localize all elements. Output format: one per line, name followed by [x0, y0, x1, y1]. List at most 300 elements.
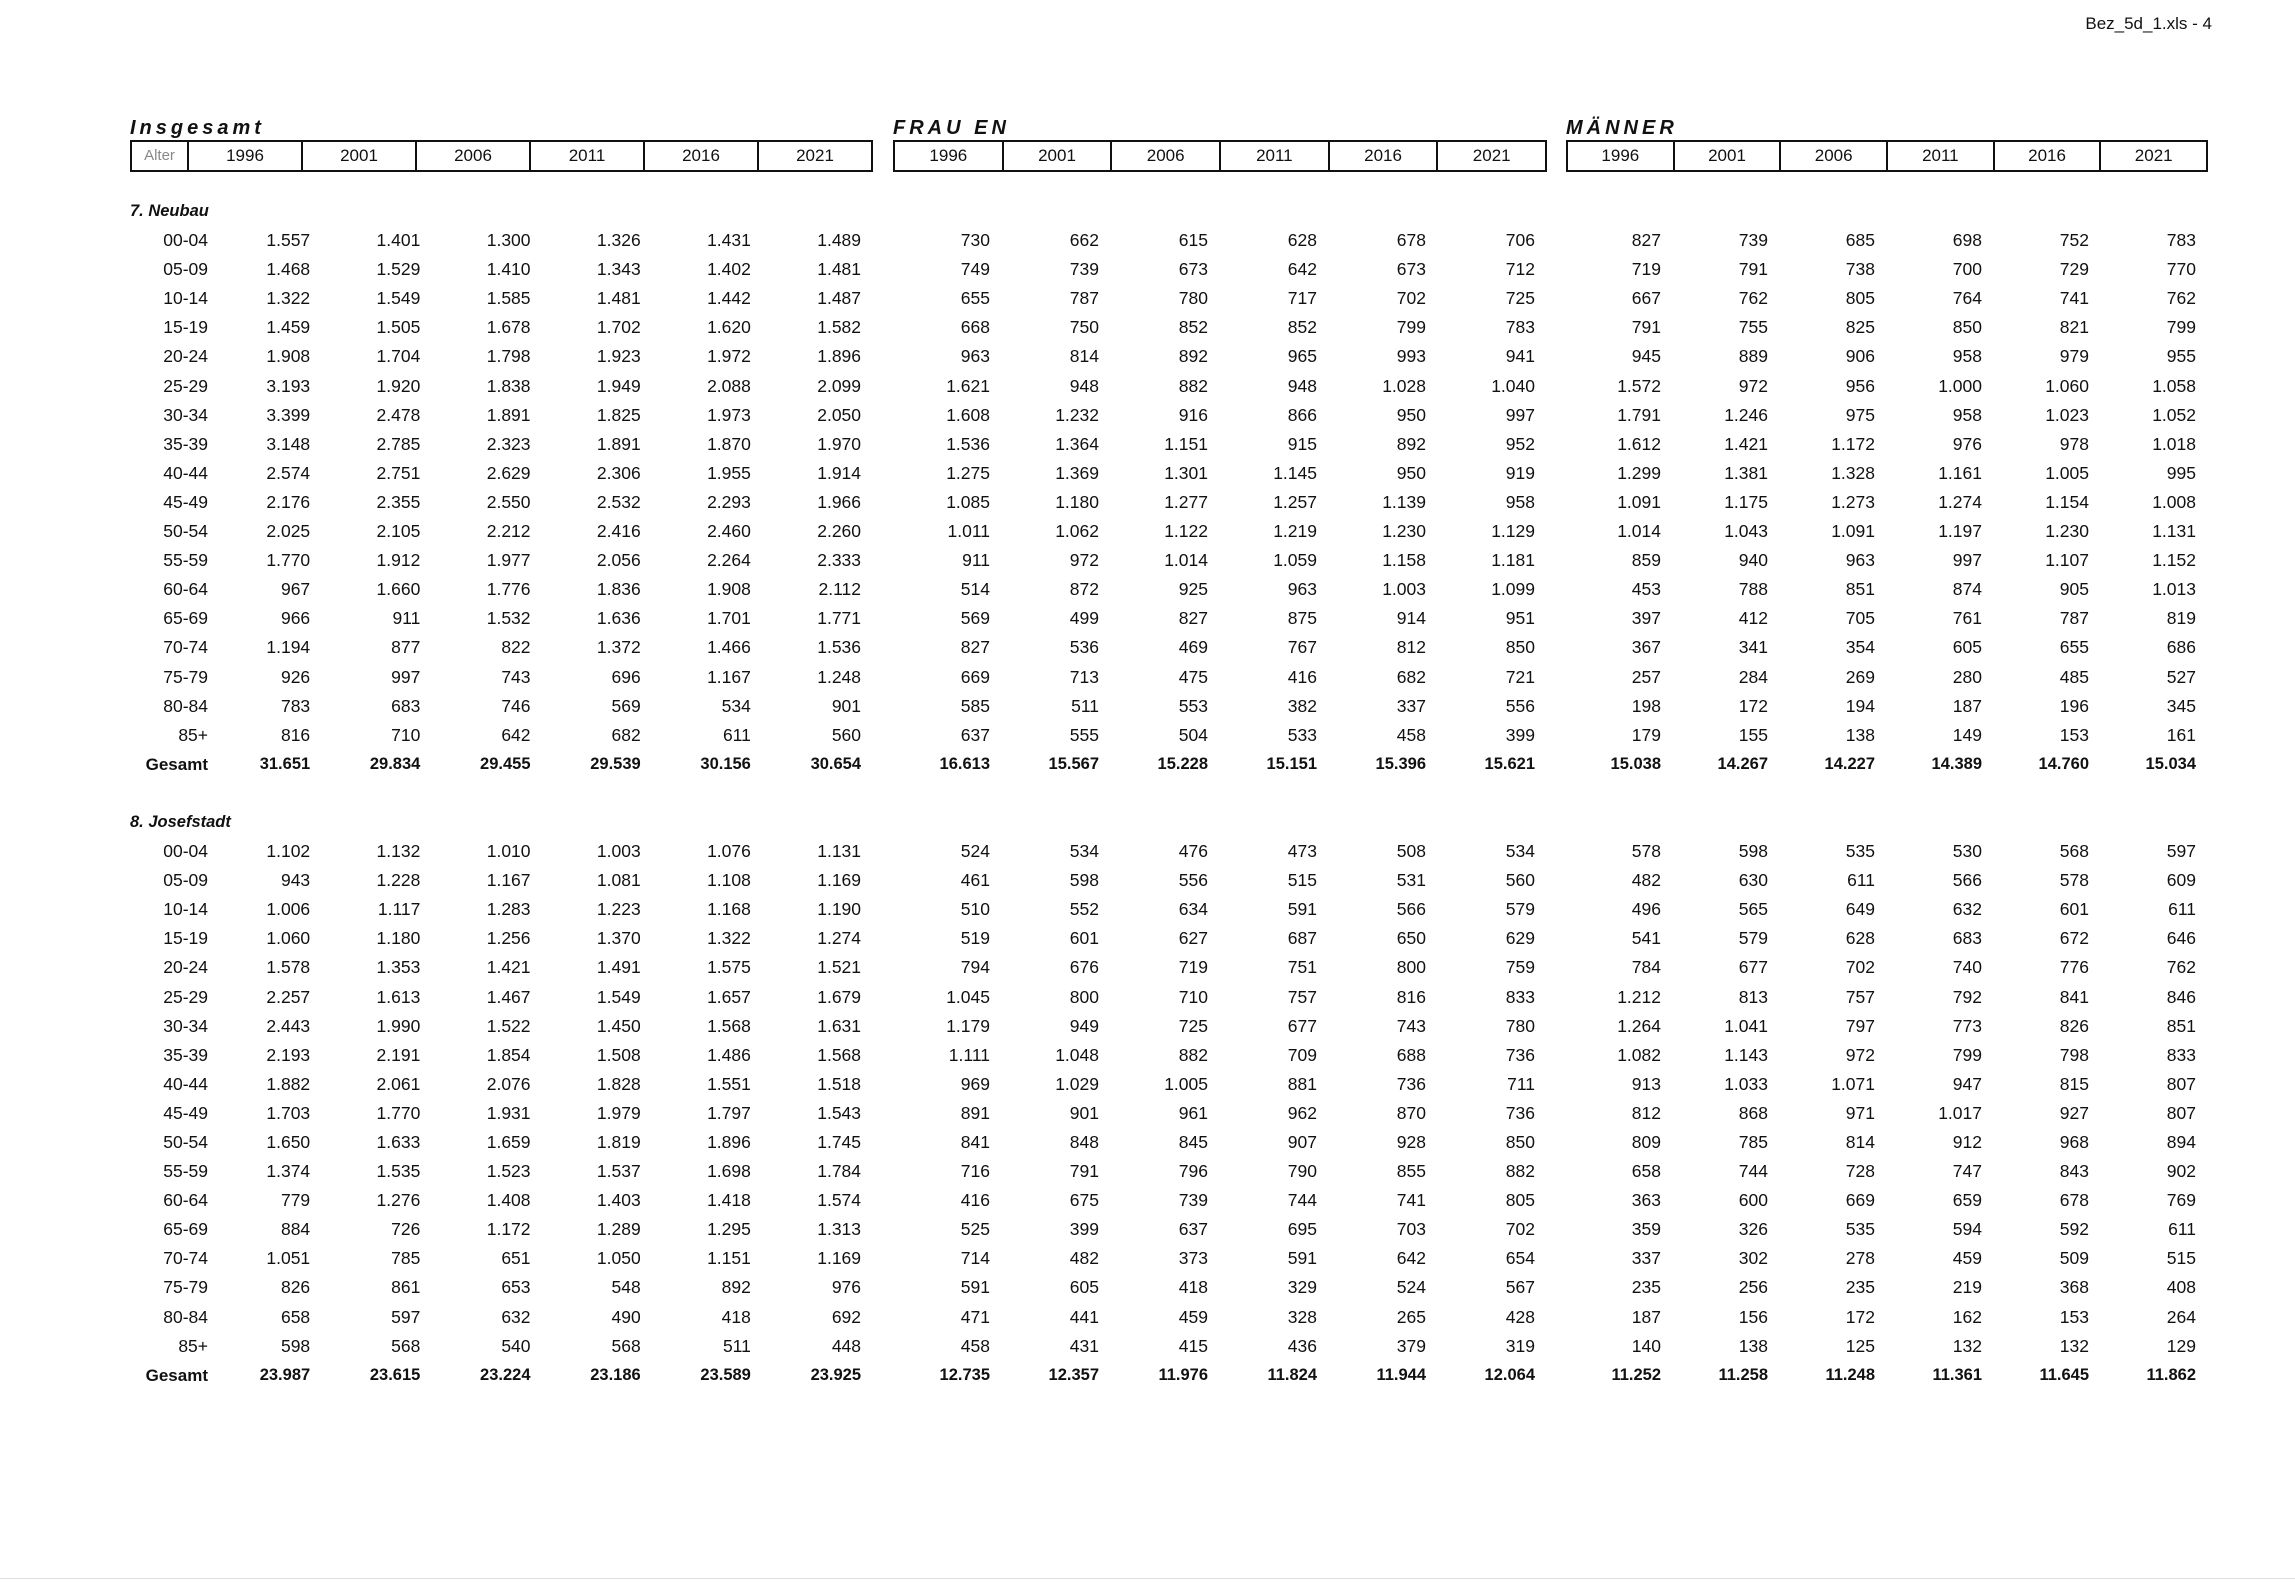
maenner-table — [1566, 197, 2208, 1390]
district-heading-row — [130, 808, 873, 837]
table-cell: 1.797 — [707, 1102, 751, 1123]
table-cell: 605 — [1069, 1277, 1099, 1298]
table-row — [893, 401, 1547, 430]
table-cell: 187 — [1631, 1306, 1661, 1327]
table-cell: 1.828 — [596, 1073, 641, 1094]
table-cell: 967 — [280, 579, 311, 600]
table-cell: 1.536 — [946, 433, 990, 454]
age-group-label: 25-29 — [163, 986, 208, 1007]
total-cell: 29.455 — [480, 754, 531, 773]
table-cell: 1.276 — [376, 1190, 421, 1211]
table-cell: 1.650 — [266, 1132, 311, 1152]
table-cell: 739 — [1069, 259, 1099, 280]
table-cell: 1.154 — [2045, 491, 2089, 512]
table-cell: 1.620 — [707, 317, 751, 338]
table-cell: 569 — [611, 695, 641, 716]
total-cell: 15.621 — [1484, 754, 1535, 773]
age-group-label: 30-34 — [163, 1015, 208, 1036]
table-cell: 2.050 — [817, 404, 862, 425]
table-cell: 841 — [2059, 986, 2089, 1007]
table-cell: 669 — [960, 666, 990, 687]
age-group-label: 65-69 — [163, 608, 208, 629]
table-cell: 490 — [611, 1306, 641, 1327]
table-cell: 1.018 — [2152, 433, 2196, 454]
table-cell: 1.572 — [1617, 375, 1661, 396]
table-cell: 667 — [1631, 288, 1661, 309]
total-cell: 12.064 — [1484, 1365, 1535, 1384]
table-cell: 784 — [1631, 957, 1661, 978]
table-cell: 710 — [391, 724, 421, 745]
age-group-label: 65-69 — [163, 1219, 208, 1240]
table-cell: 764 — [1952, 288, 1982, 309]
table-cell: 787 — [2059, 608, 2089, 629]
table-cell: 632 — [1952, 899, 1982, 920]
table-cell: 125 — [1845, 1335, 1875, 1356]
table-cell: 744 — [1287, 1190, 1317, 1211]
table-cell: 556 — [1505, 695, 1535, 716]
table-cell: 1.402 — [707, 259, 751, 280]
table-cell: 659 — [1952, 1190, 1982, 1211]
table-cell: 632 — [501, 1306, 531, 1327]
total-cell: 15.228 — [1157, 754, 1208, 773]
table-cell: 668 — [960, 317, 990, 338]
table-cell: 1.532 — [486, 608, 531, 629]
table-row — [893, 459, 1547, 488]
table-cell: 814 — [1845, 1132, 1875, 1152]
table-cell: 609 — [2166, 870, 2196, 891]
table-cell: 628 — [1845, 928, 1875, 949]
table-cell: 1.770 — [376, 1102, 421, 1123]
table-cell: 1.091 — [1617, 491, 1661, 512]
table-cell: 1.011 — [947, 521, 990, 542]
table-cell: 1.529 — [376, 259, 421, 280]
total-row — [893, 750, 1547, 779]
table-cell: 504 — [1178, 724, 1208, 745]
table-cell: 1.408 — [486, 1190, 531, 1211]
maenner-year-header — [1566, 140, 2208, 172]
table-cell: 958 — [1952, 404, 1982, 425]
table-cell: 757 — [1287, 986, 1317, 1007]
table-cell: 1.568 — [707, 1015, 751, 1036]
table-cell: 611 — [2168, 899, 2196, 920]
table-cell: 1.343 — [596, 259, 641, 280]
table-cell: 799 — [1396, 317, 1426, 338]
age-group-label: 35-39 — [163, 433, 208, 454]
table-cell: 1.052 — [2152, 404, 2196, 425]
table-cell: 1.212 — [1617, 986, 1661, 1007]
table-cell: 696 — [611, 666, 641, 687]
year-header-cell: 2016 — [643, 142, 757, 170]
table-cell: 475 — [1178, 666, 1208, 687]
table-cell: 958 — [1505, 491, 1535, 512]
table-cell: 852 — [1287, 317, 1317, 338]
table-cell: 783 — [2166, 230, 2196, 251]
table-row — [130, 924, 873, 953]
year-header-cell: 2006 — [1110, 142, 1219, 170]
table-cell: 629 — [1505, 928, 1535, 949]
table-cell: 1.289 — [596, 1219, 641, 1240]
table-row — [893, 1041, 1547, 1070]
table-cell: 709 — [1287, 1044, 1317, 1065]
table-cell: 979 — [2059, 346, 2089, 367]
table-cell: 496 — [1631, 899, 1661, 920]
table-cell: 702 — [1845, 957, 1875, 978]
table-cell: 219 — [1952, 1277, 1982, 1298]
table-row — [893, 633, 1547, 662]
table-cell: 138 — [1845, 724, 1875, 745]
year-header-cell: 2006 — [1779, 142, 1886, 170]
table-cell: 730 — [960, 230, 990, 251]
table-cell: 1.523 — [486, 1161, 531, 1182]
district-heading-row — [1566, 808, 2208, 837]
table-row — [1566, 1012, 2208, 1041]
table-cell: 1.223 — [596, 899, 641, 920]
table-row — [130, 895, 873, 924]
table-cell: 851 — [1845, 579, 1875, 600]
table-cell: 1.401 — [376, 230, 421, 251]
table-cell: 1.256 — [486, 928, 531, 949]
table-cell: 328 — [1287, 1306, 1317, 1327]
table-cell: 872 — [1069, 579, 1099, 600]
table-cell: 153 — [2059, 724, 2089, 745]
table-row — [893, 983, 1547, 1012]
table-cell: 1.522 — [486, 1015, 531, 1036]
table-cell: 2.193 — [266, 1044, 311, 1065]
table-cell: 785 — [1738, 1132, 1768, 1152]
table-cell: 814 — [1069, 346, 1099, 367]
table-cell: 2.025 — [266, 521, 311, 542]
table-cell: 1.102 — [266, 841, 311, 862]
table-cell: 1.006 — [266, 899, 311, 920]
table-cell: 1.230 — [1382, 521, 1426, 542]
table-cell: 482 — [1069, 1248, 1099, 1269]
table-cell: 256 — [1738, 1277, 1768, 1298]
table-cell: 515 — [2166, 1248, 2196, 1269]
table-cell: 843 — [2059, 1161, 2089, 1182]
table-row — [1566, 924, 2208, 953]
table-cell: 1.058 — [2152, 375, 2196, 396]
table-cell: 956 — [1845, 375, 1875, 396]
table-cell: 1.372 — [596, 637, 641, 658]
age-group-label: 40-44 — [163, 462, 208, 483]
table-cell: 591 — [1287, 899, 1317, 920]
table-cell: 747 — [1952, 1161, 1982, 1182]
table-cell: 845 — [1178, 1132, 1208, 1152]
table-cell: 534 — [1069, 841, 1099, 862]
table-cell: 780 — [1178, 288, 1208, 309]
table-cell: 1.549 — [376, 288, 421, 309]
table-row — [130, 837, 873, 866]
year-header-cell: 1996 — [187, 142, 301, 170]
table-cell: 751 — [1287, 957, 1317, 978]
table-cell: 1.636 — [596, 608, 641, 629]
table-cell: 673 — [1396, 259, 1426, 280]
age-group-label: 50-54 — [163, 1132, 208, 1152]
table-cell: 1.060 — [2045, 375, 2089, 396]
table-cell: 965 — [1287, 346, 1317, 367]
total-cell: 23.589 — [700, 1365, 751, 1384]
table-row — [893, 1244, 1547, 1273]
table-cell: 568 — [2059, 841, 2089, 862]
table-row — [893, 721, 1547, 750]
table-cell: 2.306 — [596, 462, 641, 483]
table-cell: 611 — [722, 724, 751, 745]
table-row — [893, 430, 1547, 459]
table-cell: 153 — [2059, 1306, 2089, 1327]
table-cell: 870 — [1396, 1102, 1426, 1123]
table-cell: 972 — [1845, 1044, 1875, 1065]
table-cell: 3.148 — [266, 433, 311, 454]
table-cell: 646 — [2166, 928, 2196, 949]
age-group-label: 70-74 — [163, 637, 208, 658]
table-cell: 658 — [1631, 1161, 1661, 1182]
table-cell: 511 — [1071, 695, 1099, 716]
table-cell: 1.091 — [1831, 521, 1875, 542]
table-cell: 675 — [1069, 1190, 1099, 1211]
table-cell: 1.076 — [707, 841, 751, 862]
table-cell: 2.112 — [818, 579, 862, 600]
table-cell: 1.914 — [817, 462, 862, 483]
table-cell: 995 — [2166, 462, 2196, 483]
table-cell: 972 — [1069, 550, 1099, 571]
table-cell: 1.219 — [1273, 521, 1317, 542]
table-cell: 642 — [1287, 259, 1317, 280]
table-cell: 302 — [1738, 1248, 1768, 1269]
table-cell: 688 — [1396, 1044, 1426, 1065]
table-cell: 651 — [501, 1248, 531, 1269]
total-label: Gesamt — [145, 754, 208, 774]
table-cell: 1.543 — [817, 1102, 862, 1123]
table-cell: 1.771 — [817, 608, 862, 629]
table-cell: 790 — [1287, 1161, 1317, 1182]
table-cell: 792 — [1952, 986, 1982, 1007]
table-cell: 2.460 — [707, 521, 751, 542]
table-cell: 634 — [1178, 899, 1208, 920]
table-row — [1566, 604, 2208, 633]
table-row — [893, 692, 1547, 721]
year-header-cell: 2021 — [1436, 142, 1545, 170]
table-cell: 1.659 — [486, 1132, 531, 1152]
table-cell: 825 — [1845, 317, 1875, 338]
table-cell: 1.870 — [707, 433, 751, 454]
table-row — [1566, 284, 2208, 313]
table-cell: 1.979 — [596, 1102, 641, 1123]
table-cell: 950 — [1396, 462, 1426, 483]
table-cell: 912 — [1952, 1132, 1982, 1152]
table-cell: 1.230 — [2045, 521, 2089, 542]
table-cell: 791 — [1738, 259, 1768, 280]
table-cell: 968 — [2059, 1132, 2089, 1152]
table-row — [893, 284, 1547, 313]
district-heading-row — [1566, 197, 2208, 226]
table-cell: 408 — [2166, 1277, 2196, 1298]
table-cell: 791 — [1631, 317, 1661, 338]
table-cell: 2.088 — [707, 375, 751, 396]
table-cell: 653 — [501, 1277, 531, 1298]
table-cell: 914 — [1396, 608, 1426, 629]
table-row — [1566, 1244, 2208, 1273]
table-row — [130, 1128, 873, 1157]
table-cell: 278 — [1845, 1248, 1875, 1269]
table-cell: 1.549 — [596, 986, 641, 1007]
age-group-label: 75-79 — [163, 1277, 208, 1298]
table-cell: 1.701 — [707, 608, 751, 629]
table-cell: 1.131 — [817, 841, 862, 862]
table-cell: 1.005 — [2045, 462, 2089, 483]
table-cell: 2.191 — [376, 1044, 421, 1065]
table-cell: 2.629 — [486, 462, 531, 483]
table-cell: 1.369 — [1055, 462, 1099, 483]
total-row — [130, 1361, 873, 1390]
table-cell: 812 — [1631, 1102, 1661, 1123]
table-cell: 739 — [1178, 1190, 1208, 1211]
table-cell: 673 — [1178, 259, 1208, 280]
table-cell: 560 — [1505, 870, 1535, 891]
table-row — [130, 633, 873, 662]
table-row — [893, 604, 1547, 633]
table-cell: 511 — [722, 1335, 751, 1356]
table-cell: 1.468 — [266, 259, 311, 280]
table-cell: 1.008 — [2152, 491, 2196, 512]
table-row — [130, 1070, 873, 1099]
age-group-label: 25-29 — [163, 375, 208, 396]
table-cell: 1.882 — [266, 1073, 311, 1094]
table-cell: 326 — [1738, 1219, 1768, 1240]
table-cell: 892 — [721, 1277, 751, 1298]
table-cell: 1.167 — [707, 666, 751, 687]
table-cell: 855 — [1396, 1161, 1426, 1182]
table-cell: 993 — [1396, 346, 1426, 367]
total-cell: 23.224 — [480, 1365, 531, 1384]
table-cell: 132 — [2059, 1335, 2089, 1356]
table-cell: 1.608 — [946, 404, 990, 425]
maenner-title: MÄNNER — [1566, 117, 1678, 139]
table-cell: 969 — [960, 1073, 990, 1094]
table-cell: 884 — [280, 1219, 311, 1240]
table-cell: 367 — [1631, 637, 1661, 658]
table-cell: 1.085 — [946, 491, 990, 512]
table-cell: 514 — [960, 579, 990, 600]
table-cell: 1.003 — [1382, 579, 1426, 600]
table-cell: 794 — [960, 957, 990, 978]
table-cell: 1.633 — [376, 1132, 421, 1152]
table-cell: 655 — [2059, 637, 2089, 658]
table-row — [893, 866, 1547, 895]
table-row — [1566, 342, 2208, 371]
table-cell: 172 — [1738, 695, 1768, 716]
table-cell: 2.176 — [266, 491, 311, 512]
table-row — [1566, 575, 2208, 604]
table-cell: 1.575 — [707, 957, 751, 978]
table-cell: 850 — [1505, 637, 1535, 658]
table-cell: 1.322 — [266, 288, 311, 309]
table-cell: 1.000 — [1938, 375, 1982, 396]
table-cell: 1.578 — [266, 957, 311, 978]
total-cell: 15.396 — [1375, 754, 1426, 773]
table-cell: 915 — [1287, 433, 1317, 454]
total-cell: 11.944 — [1376, 1365, 1426, 1384]
table-cell: 976 — [1952, 433, 1982, 454]
table-cell: 678 — [2059, 1190, 2089, 1211]
table-cell: 1.043 — [1724, 521, 1768, 542]
table-row — [893, 255, 1547, 284]
table-cell: 868 — [1738, 1102, 1768, 1123]
table-cell: 717 — [1287, 288, 1317, 309]
table-cell: 1.374 — [266, 1161, 311, 1182]
table-row — [1566, 459, 2208, 488]
table-cell: 894 — [2166, 1132, 2196, 1152]
insgesamt-title: Insgesamt — [130, 117, 265, 139]
table-cell: 448 — [831, 1335, 862, 1356]
table-cell: 1.508 — [596, 1044, 641, 1065]
table-cell: 776 — [2059, 957, 2089, 978]
table-cell: 198 — [1631, 695, 1661, 716]
table-cell: 650 — [1396, 928, 1426, 949]
table-cell: 196 — [2059, 695, 2089, 716]
table-cell: 692 — [831, 1306, 862, 1327]
table-cell: 677 — [1738, 957, 1768, 978]
table-cell: 798 — [2059, 1044, 2089, 1065]
table-row — [1566, 895, 2208, 924]
table-cell: 1.014 — [1164, 550, 1208, 571]
table-cell: 1.466 — [707, 637, 751, 658]
age-group-label: 45-49 — [163, 1102, 208, 1123]
table-cell: 677 — [1287, 1015, 1317, 1036]
table-cell: 363 — [1631, 1190, 1661, 1211]
table-cell: 591 — [960, 1277, 990, 1298]
table-cell: 337 — [1396, 695, 1426, 716]
table-cell: 902 — [2166, 1161, 2196, 1182]
age-group-label: 85+ — [178, 1335, 208, 1356]
table-cell: 962 — [1287, 1102, 1317, 1123]
table-row — [130, 517, 873, 546]
table-cell: 1.283 — [486, 899, 531, 920]
age-group-label: 55-59 — [163, 1161, 208, 1182]
table-cell: 1.190 — [817, 899, 862, 920]
table-row — [893, 1157, 1547, 1186]
table-cell: 770 — [2166, 259, 2196, 280]
table-cell: 591 — [1287, 1248, 1317, 1269]
table-cell: 453 — [1631, 579, 1661, 600]
table-cell: 1.010 — [486, 841, 531, 862]
table-cell: 1.431 — [707, 230, 751, 251]
table-cell: 950 — [1396, 404, 1426, 425]
table-cell: 2.550 — [486, 491, 531, 512]
table-cell: 1.179 — [946, 1015, 990, 1036]
table-cell: 739 — [1738, 230, 1768, 251]
table-cell: 907 — [1287, 1132, 1317, 1152]
table-cell: 1.568 — [817, 1044, 862, 1065]
table-cell: 341 — [1738, 637, 1768, 658]
table-cell: 807 — [2166, 1073, 2196, 1094]
table-cell: 1.099 — [1491, 579, 1535, 600]
table-cell: 841 — [960, 1132, 990, 1152]
table-row — [893, 837, 1547, 866]
table-cell: 846 — [2166, 986, 2196, 1007]
district-heading-row — [893, 808, 1547, 837]
table-cell: 509 — [2059, 1248, 2089, 1269]
table-cell: 1.033 — [1724, 1073, 1768, 1094]
table-cell: 540 — [501, 1335, 531, 1356]
table-cell: 1.353 — [376, 957, 421, 978]
total-cell: 16.613 — [939, 754, 990, 773]
total-cell: 12.357 — [1048, 1365, 1099, 1384]
table-cell: 415 — [1178, 1335, 1208, 1356]
table-cell: 1.704 — [376, 346, 421, 367]
table-cell: 721 — [1505, 666, 1535, 687]
total-cell: 15.038 — [1610, 754, 1661, 773]
table-row — [130, 721, 873, 750]
